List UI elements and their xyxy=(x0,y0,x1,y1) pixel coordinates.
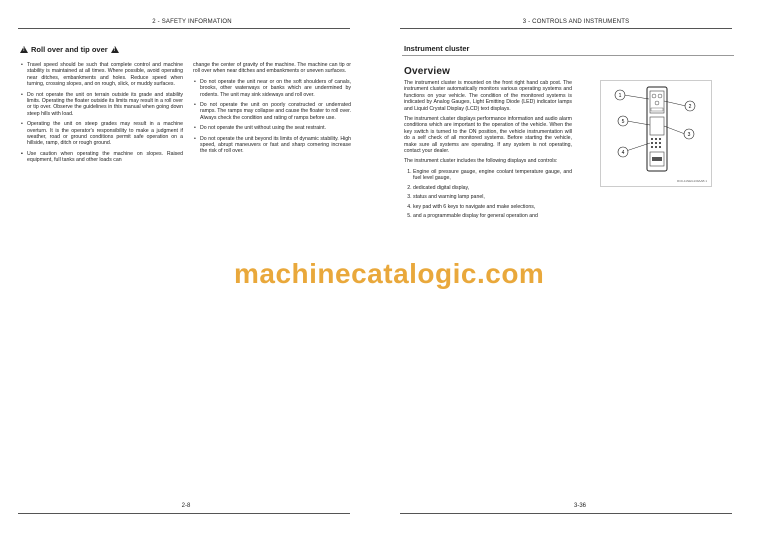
right-page-number: 3-36 xyxy=(573,503,586,509)
callout-label: 2 xyxy=(688,104,692,110)
list-item: 4. key pad with 6 keys to navigate and make selections, xyxy=(413,204,572,210)
instrument-cluster-figure xyxy=(600,80,712,187)
right-text-column xyxy=(404,80,572,222)
left-page-number: 2-8 xyxy=(181,503,191,509)
list-item: 5. and a programmable display for general operation and xyxy=(413,213,572,219)
bullet-item: • Do not operate the unit on terrain outside its grade and stability limits. Operating the floater outside its limits may result in a roll over or tip over. Observe the guidelines in this manual when going down steep hills with load. xyxy=(27,92,183,118)
right-section-title: Instrument cluster xyxy=(404,44,470,53)
bullet-item: • Travel speed should be such that complete control and machine stability is maintained at all times. Where possible, avoid operating near ditches, embankments and holes. Reduce speed when turning, crossing slopes, and on rough, slick, or muddy surfaces. xyxy=(27,62,183,88)
continued-paragraph: change the center of gravity of the machine. The machine can tip or roll over when near ditches and embankments or uneven surfaces. xyxy=(193,62,351,75)
bullet-item: • Do not operate the unit on poorly constructed or underrated ramps. The ramps may collapse and cause the floater to roll over. Always check the condition and rating of ramps before use. xyxy=(200,102,351,121)
bullet-item: • Operating the unit on steep grades may result in a machine overturn. It is the operator's responsibility to make a judgment if weather, road or ground conditions permit safe operation on a hillside, ramp, ditch or rough ground. xyxy=(27,121,183,147)
list-item: 2. dedicated digital display, xyxy=(413,185,572,191)
section-rule xyxy=(402,55,734,56)
left-column-2 xyxy=(193,62,351,159)
right-page-header: 3 - CONTROLS AND INSTRUMENTS xyxy=(522,19,630,25)
bullet-item: • Do not operate the unit without using the seat restraint. xyxy=(200,125,351,131)
left-footer-rule xyxy=(18,513,350,514)
list-item: 1. Engine oil pressure gauge, engine coolant temperature gauge, and fuel level gauge, xyxy=(413,169,572,182)
list-item: 3. status and warning lamp panel, xyxy=(413,194,572,200)
warning-icon xyxy=(111,46,119,53)
paragraph: The instrument cluster is mounted on the front right hand cab post. The instrument cluster automatically monitors various operating systems and functions on your vehicle. The condition of the monitored systems is indicated by Analog Gauges, Light Emitting Diode (LED) indicator lamps and Liquid Crystal Display (LCD) text displays. xyxy=(404,80,572,112)
figure-caption: RCIL11NEG139AAB 1 xyxy=(677,179,707,183)
bullet-item: • Do not operate the unit near or on the soft shoulders of canals, brooks, other waterways or banks which are undermined by rodents. The unit may sink sideways and roll over. xyxy=(200,79,351,98)
right-footer-rule xyxy=(400,513,732,514)
left-column-1 xyxy=(20,62,183,168)
watermark: machinecatalogic.com xyxy=(234,258,545,289)
left-header-rule xyxy=(18,28,350,29)
right-header-rule xyxy=(400,28,732,29)
warning-icon xyxy=(20,46,28,53)
callout-label: 1 xyxy=(618,93,622,99)
paragraph: The instrument cluster includes the following displays and controls: xyxy=(404,158,558,165)
left-page-header: 2 - SAFETY INFORMATION xyxy=(152,19,232,25)
left-section-title xyxy=(20,45,119,54)
callout-label: 4 xyxy=(621,150,625,156)
overview-heading: Overview xyxy=(404,66,451,77)
instrument-cluster-diagram xyxy=(601,81,711,186)
paragraph: The instrument cluster displays performance information and audio alarm conditions which are important to the operation of the vehicle. When the key switch is turned to the ON position, the vehicle instrumentation will do a self check of all monitored systems. Before starting the vehicle, make sure all systems are operating. If any system is not operating, contact your dealer. xyxy=(404,116,572,155)
bullet-item: • Use caution when operating the machine on slopes. Raised equipment, full tanks and other loads can xyxy=(27,151,183,164)
callout-label: 3 xyxy=(687,132,691,138)
section-title-text: Roll over and tip over xyxy=(31,45,108,54)
callout-label: 5 xyxy=(621,119,625,125)
bullet-item: • Do not operate the unit beyond its limits of dynamic stability. High speed, abrupt maneuvers or fast and sharp cornering increase the risk of roll over. xyxy=(200,136,351,155)
